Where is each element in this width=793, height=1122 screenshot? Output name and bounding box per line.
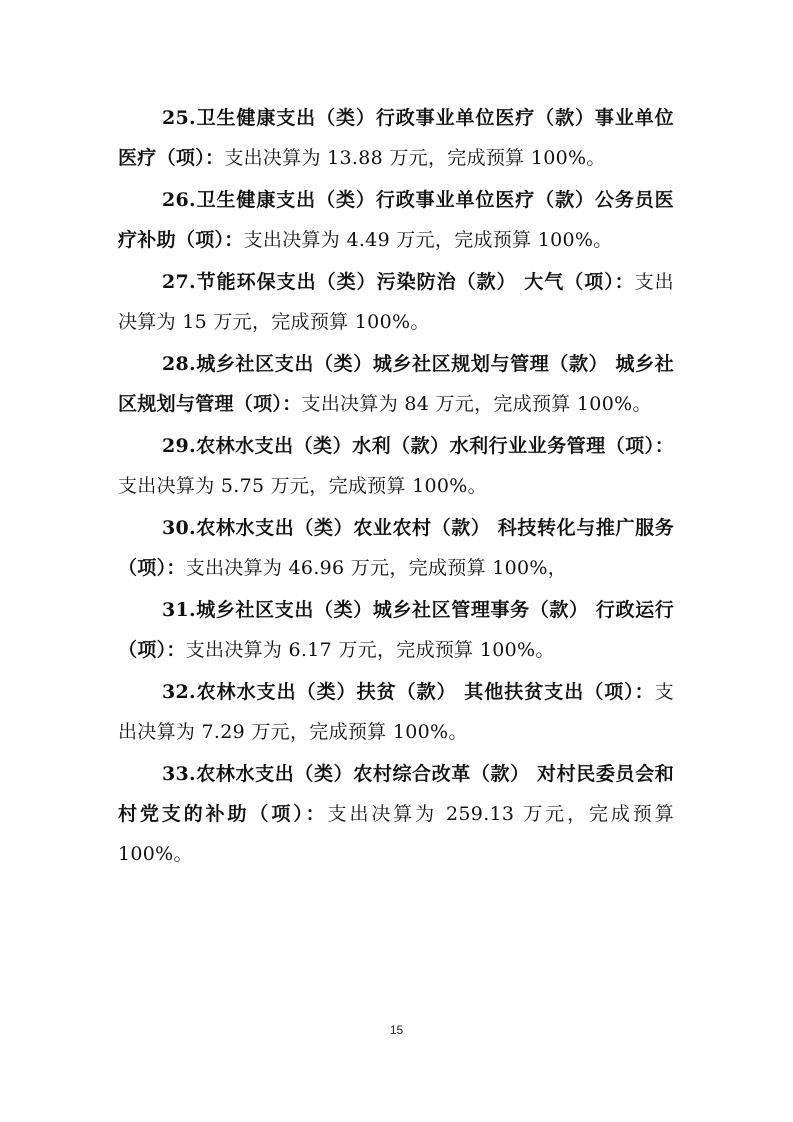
- paragraph-26: [118, 180, 674, 260]
- paragraph-27: [118, 262, 674, 342]
- paragraph-text: 支出决算为 4.49 万元，完成预算 100%。: [243, 229, 613, 251]
- document-body: [118, 98, 674, 876]
- paragraph-29: [118, 426, 674, 506]
- paragraph-25: [118, 98, 674, 178]
- paragraph-text: 支出决算为 7.29 万元，完成预算 100%。: [118, 681, 674, 743]
- paragraph-heading: 30.农林水支出（类）农业农村（款） 科技转化与推广服务（项）：: [118, 517, 674, 579]
- paragraph-heading: 28.城乡社区支出（类）城乡社区规划与管理（款） 城乡社区规划与管理（项）：: [118, 353, 674, 415]
- paragraph-heading: 25.卫生健康支出（类）行政事业单位医疗（款）事业单位医疗（项）：: [118, 107, 674, 169]
- paragraph-heading: 33.农林水支出（类）农村综合改革（款） 对村民委员会和村党支的补助（项）：: [118, 763, 674, 825]
- paragraph-33: [118, 754, 674, 874]
- paragraph-text: 支出决算为 84 万元，完成预算 100%。: [301, 393, 652, 415]
- paragraph-heading: 31.城乡社区支出（类）城乡社区管理事务（款） 行政运行（项）：: [118, 599, 674, 661]
- paragraph-heading: 27.节能环保支出（类）污染防治（款） 大气（项）：: [162, 271, 635, 293]
- paragraph-text: 支出决算为 15 万元，完成预算 100%。: [118, 271, 674, 333]
- paragraph-28: [118, 344, 674, 424]
- paragraph-heading: 29.农林水支出（类）水利（款）水利行业业务管理（项）：: [162, 435, 674, 457]
- paragraph-text: 支出决算为 46.96 万元，完成预算 100%，: [185, 557, 568, 579]
- paragraph-text: 支出决算为 5.75 万元，完成预算 100%。: [118, 475, 487, 497]
- paragraph-32: [118, 672, 674, 752]
- paragraph-heading: 32.农林水支出（类）扶贫（款） 其他扶贫支出（项）：: [162, 681, 655, 703]
- paragraph-text: 支出决算为 259.13 万元，完成预算 100%。: [118, 803, 674, 865]
- paragraph-30: [118, 508, 674, 588]
- paragraph-text: 支出决算为 13.88 万元，完成预算 100%。: [224, 147, 606, 169]
- paragraph-31: [118, 590, 674, 670]
- page-number: 15: [389, 1023, 404, 1037]
- paragraph-text: 支出决算为 6.17 万元，完成预算 100%。: [185, 639, 555, 661]
- paragraph-heading: 26.卫生健康支出（类）行政事业单位医疗（款）公务员医疗补助（项）：: [118, 189, 674, 251]
